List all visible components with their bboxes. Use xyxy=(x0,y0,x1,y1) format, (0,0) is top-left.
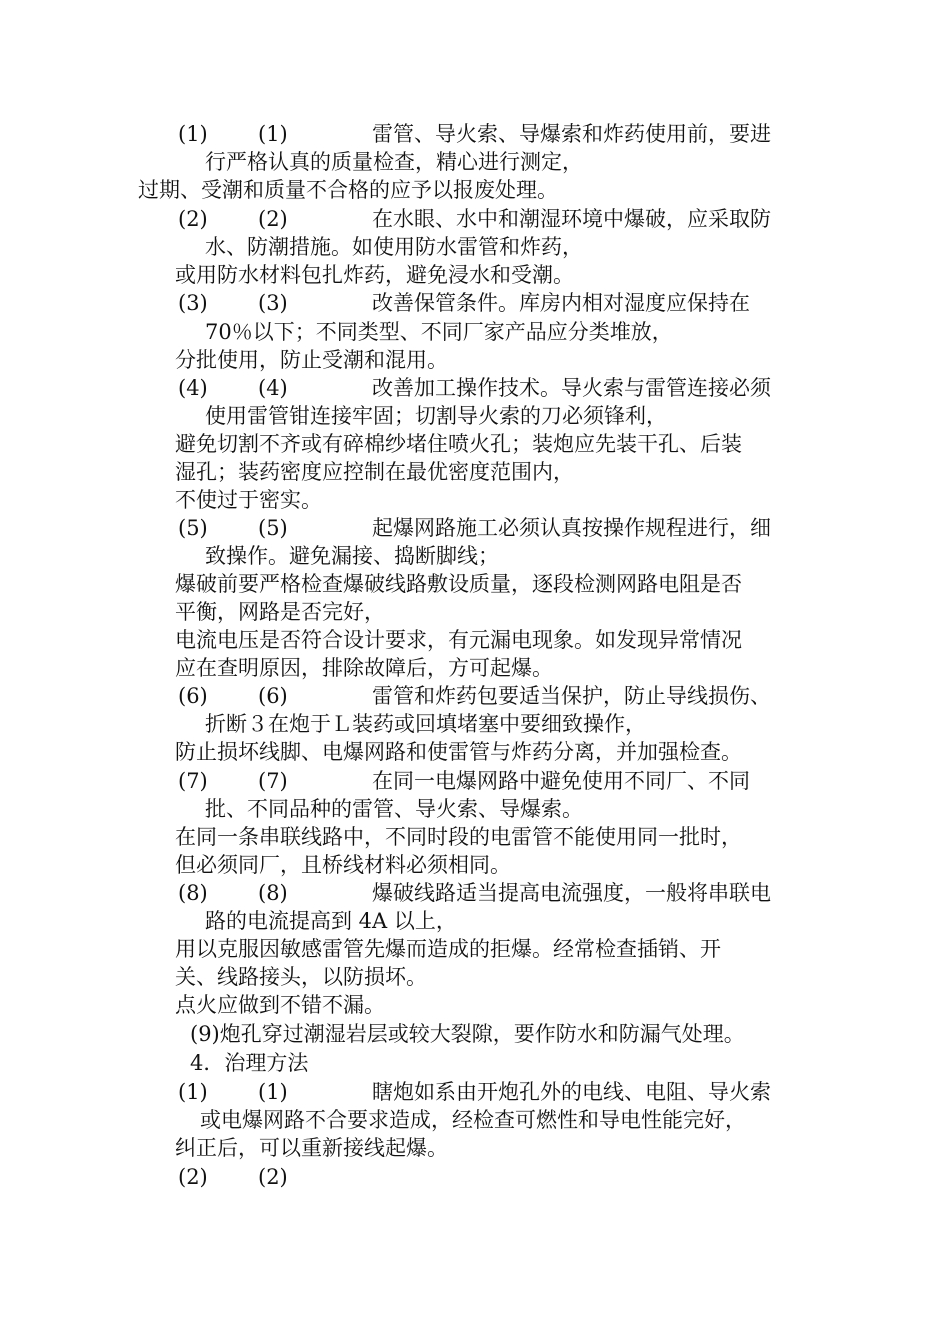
item-number: (5) xyxy=(258,516,288,540)
item-number: (4) xyxy=(178,376,208,400)
item-number: (2) xyxy=(258,207,288,231)
text-line: 或电爆网路不合要求造成，经检查可燃性和导电性能完好， xyxy=(200,1108,746,1132)
item-text: 雷管、导火索、导爆索和炸药使用前，要进 xyxy=(372,122,771,146)
item-number: (1) xyxy=(258,122,288,146)
item-text: 雷管和炸药包要适当保护，防止导线损伤、 xyxy=(372,684,771,708)
item-number: (6) xyxy=(178,684,208,708)
item-text: 瞎炮如系由开炮孔外的电线、电阻、导火索 xyxy=(372,1080,771,1104)
item-number: (4) xyxy=(258,376,288,400)
item-text: 起爆网路施工必须认真按操作规程进行，细 xyxy=(372,516,771,540)
list-item xyxy=(0,1078,950,1106)
list-item xyxy=(0,120,950,148)
item-number: (7) xyxy=(178,769,208,793)
item-text: 改善加工操作技术。导火索与雷管连接必须 xyxy=(372,376,771,400)
text-line: 使用雷管钳连接牢固；切割导火索的刀必须锋利， xyxy=(205,404,667,428)
text-line: 折断３在炮于Ｌ装药或回填堵塞中要细致操作， xyxy=(205,712,646,736)
list-item xyxy=(0,1163,950,1191)
text-line: 平衡，网路是否完好， xyxy=(175,600,385,624)
item-number: (5) xyxy=(178,516,208,540)
list-item xyxy=(0,374,950,402)
text-line: 纠正后，可以重新接线起爆。 xyxy=(175,1136,448,1160)
text-line: 不使过于密实。 xyxy=(175,488,322,512)
text-line: 电流电压是否符合设计要求，有元漏电现象。如发现异常情况 xyxy=(175,628,742,652)
list-item: (9)炮孔穿过潮湿岩层或较大裂隙，要作防水和防漏气处理。 xyxy=(190,1022,745,1046)
list-item xyxy=(0,514,950,542)
text-line: 水、防潮措施。如使用防水雷管和炸药， xyxy=(205,235,583,259)
text-line: 用以克服因敏感雷管先爆而造成的拒爆。经常检查插销、开 xyxy=(175,937,721,961)
text-line: 在同一条串联线路中，不同时段的电雷管不能使用同一批时， xyxy=(175,825,742,849)
item-number: (2) xyxy=(178,207,208,231)
text-line: 点火应做到不错不漏。 xyxy=(175,993,385,1017)
item-number: (8) xyxy=(178,881,208,905)
text-line: 避免切割不齐或有碎棉纱堵住喷火孔；装炮应先装干孔、后装 xyxy=(175,432,742,456)
item-number: (7) xyxy=(258,769,288,793)
text-line: 批、不同品种的雷管、导火索、导爆索。 xyxy=(205,797,583,821)
item-text: 爆破线路适当提高电流强度，一般将串联电 xyxy=(372,881,771,905)
text-line: 但必须同厂，且桥线材料必须相同。 xyxy=(175,853,511,877)
item-number: (6) xyxy=(258,684,288,708)
item-number: (2) xyxy=(258,1165,288,1189)
item-number: (2) xyxy=(178,1165,208,1189)
item-number: (3) xyxy=(258,291,288,315)
text-line: 爆破前要严格检查爆破线路敷设质量，逐段检测网路电阻是否 xyxy=(175,572,742,596)
text-line: 过期、受潮和质量不合格的应予以报废处理。 xyxy=(138,178,558,202)
text-line: 分批使用，防止受潮和混用。 xyxy=(175,348,448,372)
list-item xyxy=(0,879,950,907)
item-text: 改善保管条件。库房内相对湿度应保持在 xyxy=(372,291,750,315)
item-number: (1) xyxy=(178,122,208,146)
text-line: 湿孔；装药密度应控制在最优密度范围内， xyxy=(175,460,574,484)
item-number: (3) xyxy=(178,291,208,315)
text-line: 关、线路接头，以防损坏。 xyxy=(175,965,427,989)
list-item xyxy=(0,682,950,710)
list-item xyxy=(0,205,950,233)
text-line: 或用防水材料包扎炸药，避免浸水和受潮。 xyxy=(175,263,574,287)
text-line: 防止损坏线脚、电爆网路和使雷管与炸药分离，并加强检查。 xyxy=(175,740,742,764)
list-item xyxy=(0,767,950,795)
section-heading: 4．治理方法 xyxy=(190,1051,309,1075)
text-line: 行严格认真的质量检查，精心进行测定， xyxy=(205,150,583,174)
item-text: 在同一电爆网路中避免使用不同厂、不同 xyxy=(372,769,750,793)
list-item xyxy=(0,289,950,317)
item-number: (8) xyxy=(258,881,288,905)
item-text: 在水眼、水中和潮湿环境中爆破，应采取防 xyxy=(372,207,771,231)
text-line: 70％以下；不同类型、不同厂家产品应分类堆放， xyxy=(205,320,673,344)
text-line: 路的电流提高到 4A 以上， xyxy=(205,909,457,933)
text-line: 致操作。避免漏接、捣断脚线； xyxy=(205,544,499,568)
item-number: (1) xyxy=(178,1080,208,1104)
text-line: 应在查明原因，排除故障后，方可起爆。 xyxy=(175,656,553,680)
item-number: (1) xyxy=(258,1080,288,1104)
